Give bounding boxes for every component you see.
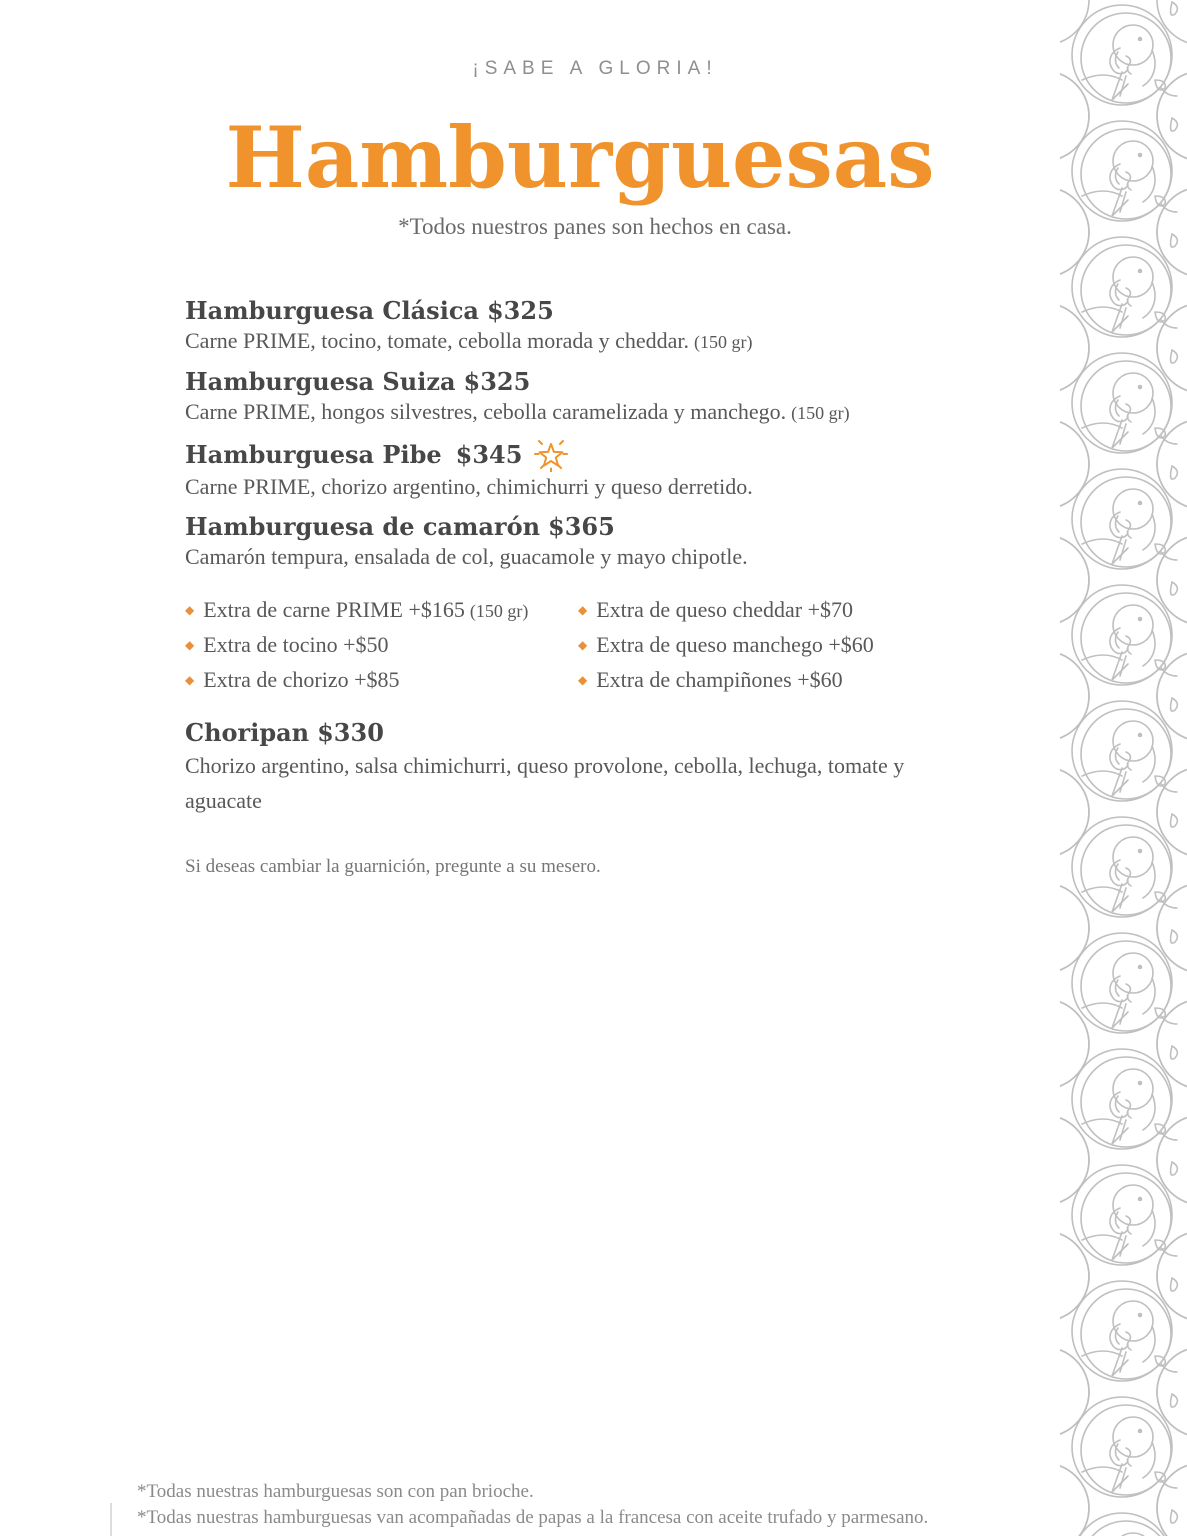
extra-label: Extra de queso manchego: [596, 632, 823, 657]
menu-item-choripan: [185, 718, 985, 818]
item-price: $330: [317, 718, 384, 747]
extra-item: [185, 594, 578, 629]
extra-item: [185, 629, 578, 664]
menu-item-heading: [185, 512, 985, 542]
menu-item-pibe: [185, 438, 985, 502]
extra-label: Extra de chorizo: [203, 667, 349, 692]
restaurant-slogan: ¡SABE A GLORIA!: [472, 58, 718, 79]
diamond-bullet-icon: ◆: [578, 673, 588, 687]
menu-item-suiza: [185, 367, 985, 428]
starburst-icon: [534, 438, 568, 472]
extras-list: [185, 594, 985, 699]
item-description: [185, 397, 985, 428]
extras-column-left: [185, 594, 578, 699]
extra-item: [578, 664, 985, 699]
item-name: Hamburguesa Clásica: [185, 296, 479, 325]
diamond-bullet-icon: ◆: [578, 603, 588, 617]
extra-price: +$70: [807, 597, 854, 622]
menu-column: [185, 296, 985, 878]
extra-label: Extra de tocino: [203, 632, 338, 657]
menu-item-heading: [185, 718, 985, 748]
diamond-bullet-icon: ◆: [185, 603, 195, 617]
footnote-papas: *Todas nuestras hamburguesas van acompañadas de papas a la francesa con aceite trufado y parmesano.: [137, 1507, 929, 1528]
item-name: Hamburguesa Pibe: [185, 440, 442, 469]
extra-label: Extra de champiñones: [596, 667, 792, 692]
extra-label: Extra de queso cheddar: [596, 597, 803, 622]
item-description: [185, 326, 985, 357]
footnote-brioche: *Todas nuestras hamburguesas son con pan brioche.: [137, 1481, 534, 1502]
extra-price: +$50: [343, 632, 389, 657]
diamond-bullet-icon: ◆: [578, 638, 588, 652]
menu-item-heading: [185, 438, 985, 472]
item-price: $325: [463, 367, 531, 396]
diamond-bullet-icon: ◆: [185, 638, 195, 652]
extra-item: [185, 664, 578, 699]
item-price: $365: [548, 512, 615, 541]
extra-item: [578, 594, 985, 629]
extra-price: +$85: [354, 667, 400, 692]
extra-price: +$60: [828, 632, 874, 657]
item-size-note: (150 gr): [791, 403, 850, 423]
item-description-text: Camarón tempura, ensalada de col, guacamole y mayo chipotle.: [185, 544, 748, 569]
item-size-note: (150 gr): [694, 332, 753, 352]
menu-item-heading: [185, 367, 985, 397]
menu-item-clasica: [185, 296, 985, 357]
item-description-text: Carne PRIME, hongos silvestres, cebolla caramelizada y manchego.: [185, 399, 787, 424]
garnish-note: Si deseas cambiar la guarnición, pregunte a su mesero.: [185, 856, 601, 877]
item-description: Chorizo argentino, salsa chimichurri, queso provolone, cebolla, lechuga, tomate y aguacate: [185, 753, 905, 813]
menu-item-heading: [185, 296, 985, 326]
page-title: Hamburguesas: [225, 108, 935, 207]
item-name: Hamburguesa de camarón: [185, 512, 541, 541]
extra-price: +$60: [797, 667, 843, 692]
extra-price: +$165: [408, 597, 465, 622]
item-description: [185, 542, 985, 572]
extra-item: [578, 629, 985, 664]
extra-size-note: (150 gr): [469, 601, 529, 621]
item-description-text: Carne PRIME, chorizo argentino, chimichurri y queso derretido.: [185, 474, 753, 499]
item-price: $345: [455, 440, 523, 469]
item-description: [185, 472, 985, 502]
extra-label: Extra de carne PRIME: [203, 597, 403, 622]
crop-tick-line: [110, 1503, 112, 1536]
item-name: Choripan: [185, 718, 310, 747]
item-name: Hamburguesa Suiza: [185, 367, 456, 396]
extras-column-right: [578, 594, 985, 699]
item-description-text: Carne PRIME, tocino, tomate, cebolla morada y cheddar.: [185, 328, 690, 353]
page-subtitle: *Todos nuestros panes son hechos en casa.: [398, 214, 792, 239]
diamond-bullet-icon: ◆: [185, 673, 195, 687]
footnotes: [137, 1479, 928, 1531]
item-price: $325: [486, 296, 554, 325]
menu-item-camaron: [185, 512, 985, 572]
